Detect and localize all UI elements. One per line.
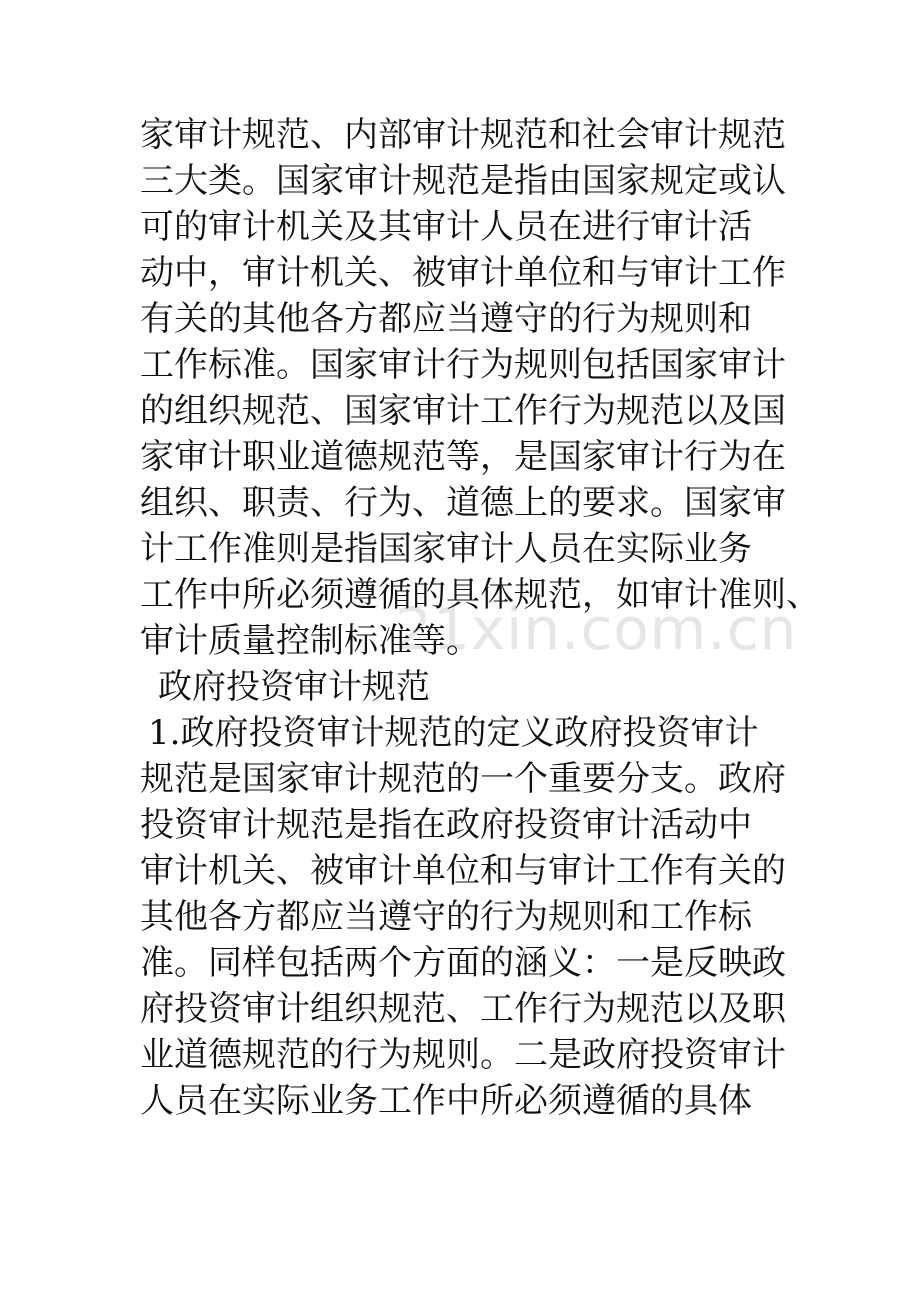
text-line: 有关的其他各方都应当遵守的行为规则和 <box>140 299 752 339</box>
text-line: 投资审计规范是指在政府投资审计活动中 <box>140 805 752 845</box>
text-line: 审计机关、被审计单位和与审计工作有关的 <box>140 851 786 891</box>
text-line: 1.政府投资审计规范的定义政府投资审计 <box>148 713 759 753</box>
text-line: 府投资审计组织规范、工作行为规范以及职 <box>140 989 786 1029</box>
text-line: 其他各方都应当遵守的行为规则和工作标 <box>140 897 752 937</box>
text-line: 规范是国家审计规范的一个重要分支。政府 <box>140 759 786 799</box>
text-line: 的组织规范、国家审计工作行为规范以及国 <box>140 391 786 431</box>
text-line: 业道德规范的行为规则。二是政府投资审计 <box>140 1035 786 1075</box>
text-line: 组织、职责、行为、道德上的要求。国家审 <box>140 483 786 523</box>
text-line: 工作中所必须遵循的具体规范，如审计准则、 <box>140 575 820 615</box>
text-line: 审计质量控制标准等。 <box>140 621 480 661</box>
text-line: 准。同样包括两个方面的涵义：一是反映政 <box>140 943 786 983</box>
text-line: 家审计职业道德规范等，是国家审计行为在 <box>140 437 786 477</box>
text-line: 可的审计机关及其审计人员在进行审计活 <box>140 207 752 247</box>
text-line: 三大类。国家审计规范是指由国家规定或认 <box>140 161 786 201</box>
watermark: 21xin.com.cn <box>395 595 798 663</box>
text-line: 动中，审计机关、被审计单位和与审计工作 <box>140 253 786 293</box>
text-line: 计工作准则是指国家审计人员在实际业务 <box>140 529 752 569</box>
text-line: 人员在实际业务工作中所必须遵循的具体 <box>140 1081 752 1121</box>
text-line: 工作标准。国家审计行为规则包括国家审计 <box>140 345 786 385</box>
section-heading: 政府投资审计规范 <box>158 667 430 707</box>
text-line: 家审计规范、内部审计规范和社会审计规范 <box>140 115 786 155</box>
